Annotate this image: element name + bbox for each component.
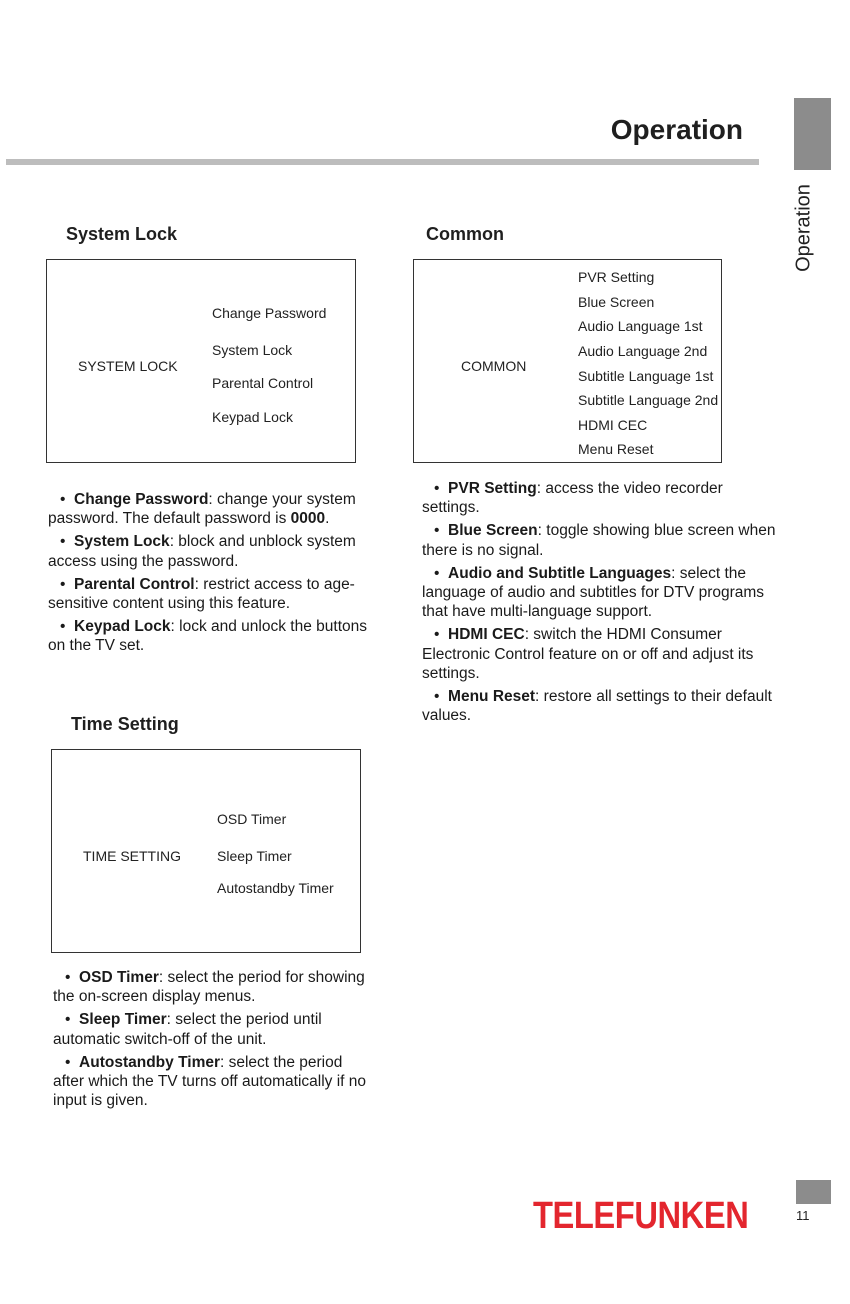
menu-item-audio-language-1st: Audio Language 1st <box>578 318 703 334</box>
menu-item-subtitle-language-2nd: Subtitle Language 2nd <box>578 392 719 408</box>
system-lock-heading: System Lock <box>66 224 178 244</box>
side-section-label: Operation <box>792 184 815 272</box>
time-setting-menu <box>51 749 361 953</box>
side-tab-marker <box>794 98 831 170</box>
common-menu <box>413 259 722 463</box>
menu-item-system-lock: System Lock <box>212 342 293 358</box>
desc-pvr-setting: • PVR Setting: access the video recorder settings. <box>422 480 723 517</box>
telefunken-logo: TELEFUNKEN <box>533 1195 749 1237</box>
menu-item-autostandby-timer: Autostandby Timer <box>217 880 334 896</box>
desc-autostandby-timer: • Autostandby Timer: select the period after which the TV turns off automatically if no input is given. <box>53 1053 367 1110</box>
system-lock-description <box>48 490 378 660</box>
common-heading: Common <box>426 224 504 244</box>
desc-osd-timer: • OSD Timer: select the period for showing the on-screen display menus. <box>53 969 365 1006</box>
time-setting-menu-title: TIME SETTING <box>83 848 181 864</box>
desc-audio-subtitle-languages: • Audio and Subtitle Languages: select the language of audio and subtitles for DTV programs that have multi-language support. <box>422 564 765 621</box>
menu-item-keypad-lock: Keypad Lock <box>212 409 293 425</box>
header-rule <box>6 159 759 165</box>
menu-item-change-password: Change Password <box>212 305 327 321</box>
desc-parental-control: • Parental Control: restrict access to age-sensitive content using this feature. <box>48 575 355 613</box>
desc-menu-reset: • Menu Reset: restore all settings to their default values. <box>422 688 772 725</box>
menu-item-blue-screen: Blue Screen <box>578 294 655 310</box>
desc-keypad-lock: • Keypad Lock: lock and unlock the buttons on the TV set. <box>48 618 367 655</box>
desc-sleep-timer: • Sleep Timer: select the period until automatic switch-off of the unit. <box>53 1011 322 1048</box>
system-lock-menu-title: SYSTEM LOCK <box>78 358 178 374</box>
menu-item-pvr-setting: PVR Setting <box>578 269 655 285</box>
page-marker <box>796 1180 831 1204</box>
common-menu-title: COMMON <box>461 358 527 374</box>
page-number: 11 <box>796 1208 810 1223</box>
page-title: Operation <box>610 114 743 145</box>
common-description <box>422 479 777 729</box>
menu-item-osd-timer: OSD Timer <box>217 811 287 827</box>
system-lock-menu <box>46 259 356 463</box>
desc-change-password: • Change Password: change your system password. The default password is 0000. <box>48 491 356 528</box>
desc-system-lock: • System Lock: block and unblock system access using the password. <box>48 533 356 570</box>
menu-item-menu-reset: Menu Reset <box>578 441 654 457</box>
menu-item-audio-language-2nd: Audio Language 2nd <box>578 343 708 359</box>
time-setting-heading: Time Setting <box>71 714 179 734</box>
desc-blue-screen: • Blue Screen: toggle showing blue screen when there is no signal. <box>422 522 776 559</box>
desc-hdmi-cec: • HDMI CEC: switch the HDMI Consumer Electronic Control feature on or off and adjust its settings. <box>422 626 754 682</box>
menu-item-parental-control: Parental Control <box>212 375 314 391</box>
time-setting-description <box>53 968 373 1114</box>
menu-item-hdmi-cec: HDMI CEC <box>578 417 648 433</box>
menu-item-subtitle-language-1st: Subtitle Language 1st <box>578 368 714 384</box>
menu-item-sleep-timer: Sleep Timer <box>217 848 292 864</box>
